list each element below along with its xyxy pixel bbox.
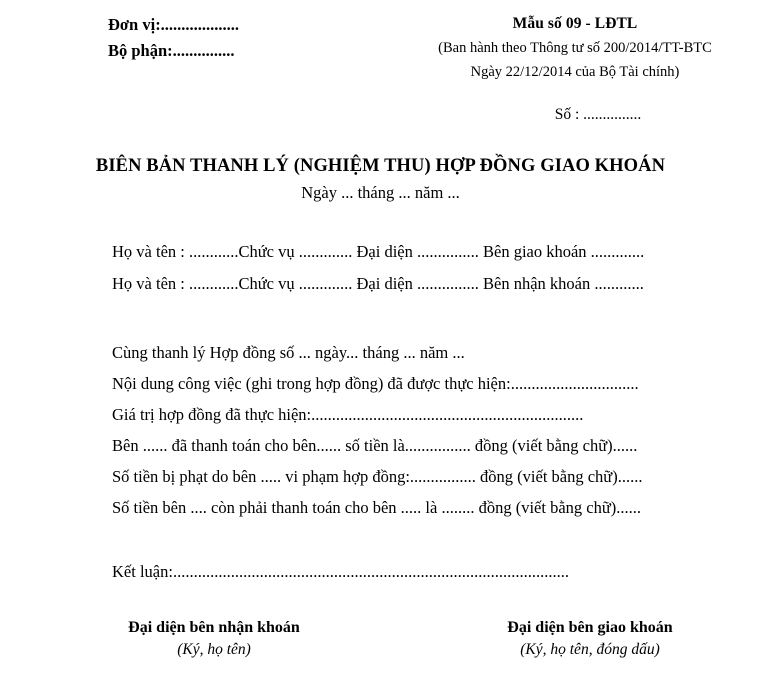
page-title: BIÊN BẢN THANH LÝ (NGHIỆM THU) HỢP ĐỒNG GIAO KHOÁN <box>95 156 666 176</box>
document-number-label: Số : ............... <box>554 106 642 123</box>
signature-giao-khoan <box>484 617 696 661</box>
body-line-contract-value: Giá trị hợp đồng đã thực hiện:.................................................................. <box>112 405 584 424</box>
body-line-work-content: Nội dung công việc (ghi trong hợp đồng) đã được thực hiện:............................... <box>112 374 639 393</box>
form-issue-line-1: (Ban hành theo Thông tư số 200/2014/TT-BTC <box>438 40 712 56</box>
unit-info-block <box>108 12 239 64</box>
representative-line-giao-khoan: Họ và tên : ............Chức vụ ............. Đại diện ............... Bên giao khoán ............. <box>112 242 645 261</box>
signature-giao-khoan-note: (Ký, họ tên, đóng dấu) <box>520 641 660 658</box>
representative-line-nhan-khoan: Họ và tên : ............Chức vụ ............. Đại diện ............... Bên nhận khoán ............ <box>112 274 644 293</box>
department-label: Bộ phận:............... <box>108 41 235 60</box>
form-code-block <box>410 12 740 84</box>
signature-nhan-khoan-note: (Ký, họ tên) <box>177 641 251 658</box>
signature-nhan-khoan-title: Đại diện bên nhận khoán <box>128 619 300 636</box>
signature-giao-khoan-title: Đại diện bên giao khoán <box>507 619 673 636</box>
body-line-contract-number: Cùng thanh lý Hợp đồng số ... ngày... tháng ... năm ... <box>112 343 465 362</box>
body-line-amount-paid: Bên ...... đã thanh toán cho bên...... số tiền là................ đồng (viết bằng chữ)...... <box>112 436 638 455</box>
representatives-block <box>112 236 732 300</box>
form-code: Mẫu số 09 - LĐTL <box>512 15 638 32</box>
body-block <box>112 337 737 523</box>
document-header <box>0 12 761 108</box>
body-line-penalty-amount: Số tiền bị phạt do bên ..... vi phạm hợp đồng:................ đồng (viết bằng chữ)...... <box>112 467 643 486</box>
body-line-remaining-amount: Số tiền bên .... còn phải thanh toán cho bên ..... là ........ đồng (viết bằng chữ)...... <box>112 498 642 517</box>
title-block <box>0 154 761 205</box>
conclusion-line: Kết luận:................................................................................................ <box>112 562 569 581</box>
form-issue-line-2: Ngày 22/12/2014 của Bộ Tài chính) <box>470 64 680 80</box>
signature-nhan-khoan <box>108 617 320 661</box>
signature-block <box>0 617 761 672</box>
page-subtitle-date: Ngày ... tháng ... năm ... <box>301 183 460 202</box>
unit-label: Đơn vị:................... <box>108 15 240 34</box>
